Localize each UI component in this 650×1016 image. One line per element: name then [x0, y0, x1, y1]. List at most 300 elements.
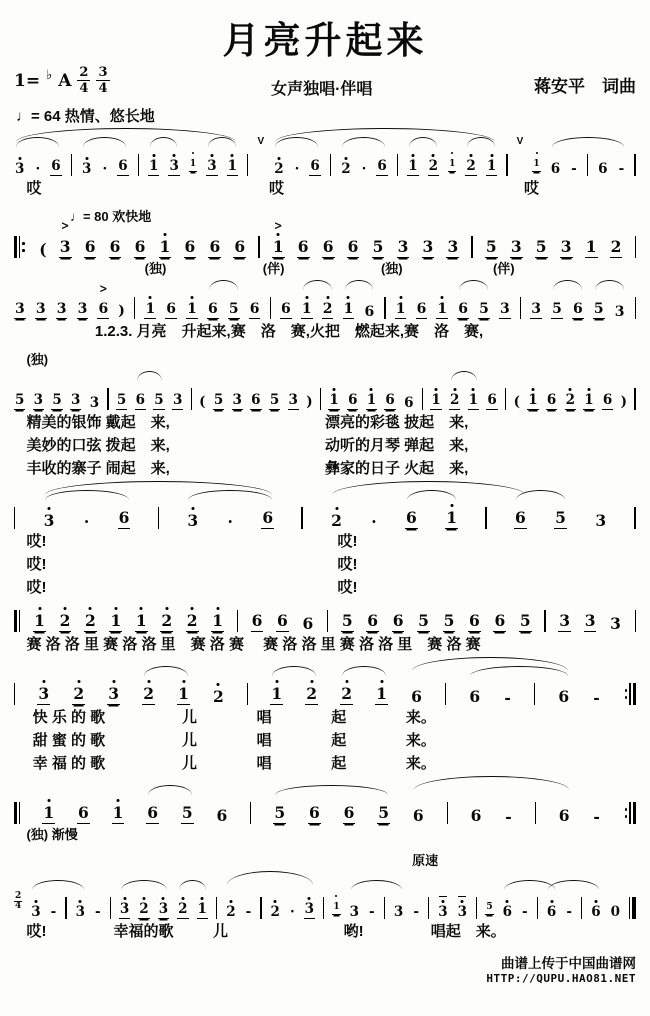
note: 0: [610, 903, 621, 920]
note: 6: [77, 805, 90, 825]
note: 5: [535, 239, 548, 259]
note: 6: [308, 805, 321, 825]
lyric-text: 幸福的歌: [113, 923, 174, 940]
lyric-text: 唱: [256, 709, 272, 726]
note: 6: [546, 394, 557, 411]
annotation: (伴): [262, 261, 285, 276]
duration-dash: -: [618, 160, 625, 177]
note: 1: [583, 394, 594, 411]
duration-dash: -: [522, 903, 528, 920]
barline: [247, 683, 248, 705]
note: 3: [158, 903, 169, 920]
barline: [14, 507, 15, 529]
barline: [110, 897, 111, 919]
octave-dot-above: [451, 152, 453, 154]
octave-dot-above: [79, 900, 82, 903]
slur-arc: [516, 490, 565, 500]
annotation-row: [14, 850, 636, 869]
note: 1: [33, 613, 46, 633]
note: 2: [225, 906, 236, 920]
note: 3: [584, 613, 597, 633]
octave-dot-above: [432, 154, 435, 157]
note: 6: [514, 510, 527, 530]
lyric-text: 儿: [181, 709, 197, 726]
duration-dash: -: [566, 903, 572, 920]
note: 2: [138, 903, 149, 920]
note: 2: [177, 903, 188, 920]
note: 3: [560, 239, 573, 259]
lyric-text: 丰收的寨子 闹起 来,: [26, 460, 170, 477]
note: 6: [50, 160, 61, 177]
octave-dot-above: [47, 799, 50, 802]
octave-dot-above: [147, 680, 150, 683]
annotation: (独): [26, 352, 49, 367]
lyric-text: 哎!: [26, 923, 47, 940]
note: 3: [172, 394, 183, 411]
lyric-text: 儿: [181, 755, 197, 772]
barline: [471, 236, 472, 258]
octave-dot-above: [310, 680, 313, 683]
octave-dot-above: [114, 607, 117, 610]
octave-dot-above: [140, 607, 143, 610]
note: 1: [486, 160, 497, 177]
lyric-text: 哎!: [26, 556, 47, 573]
note: 5: [593, 301, 604, 317]
note: 6: [572, 301, 583, 317]
accent-mark: >: [274, 219, 283, 233]
barline: [635, 236, 636, 258]
note: 2: [465, 160, 476, 177]
note: 3: [206, 160, 217, 177]
heavy-begin-barline: [14, 802, 20, 824]
note: 6: [261, 510, 274, 530]
octave-dot-above: [569, 388, 572, 391]
note: 1: [135, 613, 148, 633]
barline: [544, 610, 545, 632]
note: 2: [273, 163, 284, 177]
note: 6: [216, 805, 228, 825]
lyric-text: 唱: [256, 732, 272, 749]
octave-dot-above: [162, 897, 165, 900]
octave-dot-above: [450, 504, 453, 507]
score-line-1: [14, 136, 636, 199]
note: 2: [449, 394, 460, 411]
augmentation-dot: ·: [289, 903, 295, 920]
barline: [384, 297, 385, 319]
augmentation-dot: ·: [35, 160, 41, 177]
note: 3: [37, 686, 50, 706]
barline: [537, 897, 538, 919]
lyric-text: 彝家的日子 火起 来,: [325, 460, 469, 477]
grace-note: 1: [532, 156, 540, 173]
accent-mark: >: [99, 282, 108, 296]
lyric-text: 赛 洛 洛 里 赛 洛 洛 里 赛 洛 赛 赛 洛 洛 里 赛 洛 洛 里 赛 洛 赛: [26, 636, 481, 653]
lyric-text-row: [14, 456, 636, 479]
meter-3-4: $\frac{3}{4}$: [98, 65, 108, 96]
note: 2: [270, 906, 281, 920]
note: 1: [430, 394, 441, 411]
note: 6: [502, 906, 513, 920]
octave-dot-above: [344, 157, 347, 160]
page-title: 月亮升起来: [222, 20, 428, 61]
annotation-row: [14, 349, 636, 368]
lyric-text-row: [14, 319, 636, 342]
grace-note: 1: [189, 156, 197, 173]
octave-dot-above: [411, 154, 414, 157]
note: 6: [412, 805, 424, 825]
slur-arc: [275, 128, 495, 142]
score-line-3: [14, 282, 636, 342]
barline: [534, 683, 535, 705]
lyric-text-row: [14, 529, 636, 552]
octave-dot-above: [34, 900, 37, 903]
barline: [330, 154, 331, 176]
slur-arc: [148, 785, 192, 795]
barline: [107, 388, 108, 410]
note: 6: [458, 301, 469, 317]
note: 6: [493, 613, 506, 633]
octave-dot-above: [587, 388, 590, 391]
final-barline: [629, 897, 635, 919]
octave-dot-above: [550, 900, 553, 903]
octave-dot-above: [182, 680, 185, 683]
note: 5: [552, 301, 562, 317]
slur-arc: [414, 776, 569, 790]
score-line-9: [14, 850, 636, 942]
note: 6: [416, 301, 427, 317]
header: [14, 10, 636, 126]
note: 6: [251, 613, 264, 633]
barline: [237, 610, 238, 632]
lyric-text: 精美的银饰 戴起 来,: [26, 414, 170, 431]
source-url: HTTP://QUPU.HAO81.NET: [486, 972, 636, 985]
note: 1: [159, 239, 172, 259]
repeat-dots: [625, 808, 628, 817]
source-site-label: 曲谱上传于中国曲谱网: [501, 956, 636, 971]
note: 3: [349, 903, 360, 920]
tempo-marking: ♩= 64 热情、悠长地: [16, 108, 155, 125]
slur-arc: [32, 880, 84, 890]
slur-arc: [595, 280, 624, 290]
lyric-text-row: [14, 728, 636, 751]
lyric-text-row: [14, 919, 636, 942]
slur-arc: [227, 871, 313, 885]
note: 5: [228, 301, 239, 317]
time-signature-change: 2 4: [15, 891, 22, 911]
note: 5: [341, 613, 354, 633]
barline: [397, 154, 398, 176]
octave-dot-above: [123, 897, 126, 900]
note: 6: [558, 686, 570, 706]
note: 3: [304, 903, 315, 920]
barline: [634, 388, 635, 410]
subtitle: 女声独唱·伴唱: [271, 81, 373, 98]
note: 1: [186, 302, 198, 319]
octave-dot-above: [277, 157, 280, 160]
note: 5: [377, 805, 390, 825]
measure-row: [14, 678, 636, 705]
breath-mark-icon: V: [516, 136, 524, 147]
note: 5: [485, 239, 498, 259]
measure-row: [14, 383, 636, 410]
parenthesis: (: [39, 239, 47, 259]
heavy-begin-barline: [14, 610, 20, 632]
lyric-text: 唱: [256, 755, 272, 772]
key-prefix: 1=: [14, 70, 41, 91]
note: 3: [397, 239, 410, 259]
measure-row: [14, 797, 636, 824]
barline: [384, 897, 385, 919]
note: 2: [84, 613, 97, 633]
augmentation-dot: ·: [294, 160, 300, 177]
note: 3: [119, 903, 130, 920]
annotation: (独) 渐慢: [26, 827, 78, 842]
slur-arc: [16, 128, 236, 142]
augmentation-dot: ·: [227, 511, 233, 531]
barline: [65, 897, 66, 919]
octave-dot-above: [143, 897, 146, 900]
note: 6: [276, 613, 289, 633]
repeat-dots: [625, 689, 628, 698]
note: 3: [558, 613, 571, 633]
note: 6: [117, 160, 128, 177]
slur-arc: [552, 137, 624, 147]
lyric-text: 哎: [26, 180, 42, 197]
note: 5: [213, 394, 224, 411]
lyric-text: 哎!: [26, 533, 47, 550]
note: 6: [468, 613, 481, 633]
note: 3: [77, 301, 88, 317]
slur-arc: [342, 666, 386, 676]
octave-dot-above: [399, 296, 402, 299]
lyric-text: 漂亮的彩毯 披起 来,: [325, 414, 469, 431]
note: 2: [565, 394, 576, 411]
octave-dot-above: [191, 607, 194, 610]
score: [14, 136, 636, 942]
barline: [476, 897, 477, 919]
octave-dot-above: [181, 897, 184, 900]
lyric-text: 唱起 来。: [430, 923, 506, 940]
note: 5: [269, 394, 280, 411]
score-line-5: [14, 502, 636, 598]
note: 3: [437, 906, 448, 920]
duration-dash: -: [505, 806, 512, 826]
note: 3: [446, 239, 459, 259]
note: 6: [309, 160, 320, 177]
note: 3: [56, 301, 67, 317]
octave-dot-above: [308, 897, 311, 900]
barline: [447, 802, 448, 824]
barline: [422, 388, 423, 410]
note: 5: [51, 394, 62, 411]
note: 1: [177, 686, 190, 706]
barline: [258, 236, 259, 258]
octave-dot-above: [201, 897, 204, 900]
slur-arc: [209, 280, 238, 290]
slur-arc: [332, 481, 525, 495]
note: 6: [469, 686, 481, 706]
barline: [134, 297, 135, 319]
score-line-2: [14, 206, 636, 277]
note: 1: [343, 302, 355, 319]
note: 3: [33, 394, 44, 411]
duration-dash: -: [571, 160, 577, 177]
duration-dash: -: [593, 687, 600, 707]
slur-arc: [548, 880, 599, 890]
lyric-text: 动听的月琴 弹起 来,: [325, 437, 469, 454]
octave-dot-above: [89, 607, 92, 610]
octave-dot-above: [85, 157, 88, 160]
note: 3: [70, 394, 81, 411]
note: 6: [364, 304, 375, 320]
composer-credit: 蒋安平 词曲: [533, 77, 636, 96]
note: 2: [160, 613, 173, 633]
lyric-text: 美妙的口弦 拨起 来,: [26, 437, 170, 454]
parenthesis: ): [306, 394, 313, 411]
note: 6: [208, 239, 221, 259]
note: 3: [75, 906, 86, 920]
flat-accidental: ♭: [46, 68, 53, 83]
note: 2: [610, 239, 623, 259]
lyric-text: 哎!: [337, 533, 358, 550]
note: 6: [166, 301, 177, 317]
barline: [260, 897, 261, 919]
slur-arc: [553, 280, 582, 290]
slur-arc: [303, 280, 332, 290]
octave-dot-above: [18, 157, 21, 160]
parenthesis: ): [118, 302, 125, 319]
octave-dot-above: [275, 680, 278, 683]
note: 1: [366, 394, 377, 411]
augmentation-dot: ·: [371, 511, 377, 531]
note: 5: [417, 613, 430, 633]
lyric-text-row: [14, 632, 636, 655]
lyric-text: 甜 蜜 的 歌: [32, 732, 106, 749]
augmentation-dot: ·: [102, 160, 108, 177]
note: 5: [443, 613, 456, 633]
note: 1: [42, 805, 55, 825]
lyric-text: 哎!: [337, 579, 358, 596]
octave-dot-above: [217, 683, 220, 686]
note: 6: [184, 239, 197, 259]
note: 6: [134, 239, 147, 259]
note: 3: [186, 513, 199, 530]
octave-dot-above: [42, 680, 45, 683]
note: 5: [519, 613, 532, 633]
grace-note: 5: [485, 899, 493, 916]
octave-dot-above: [435, 388, 438, 391]
note: 5: [116, 394, 127, 411]
octave-dot-above: [536, 152, 538, 154]
barline: [138, 154, 139, 176]
octave-dot-above: [38, 607, 41, 610]
measure-row: [14, 282, 636, 320]
lyric-text: 1.2.3. 月亮 升起来,赛 洛 赛,火把 燃起来,赛 洛 赛,: [94, 323, 484, 340]
note: 1: [527, 394, 538, 411]
note: 5: [153, 394, 164, 411]
octave-dot-above: [149, 296, 152, 299]
lyric-text: 起: [331, 732, 347, 749]
note: 1: [468, 394, 479, 411]
score-line-8: [14, 797, 636, 843]
note: 6: [297, 239, 310, 259]
barline: [428, 897, 429, 919]
note: 3: [232, 394, 243, 411]
note: 3: [107, 686, 120, 706]
slur-arc: [345, 280, 373, 290]
note: 6: [602, 394, 613, 411]
grace-note: 1: [448, 156, 456, 173]
octave-dot-above: [152, 154, 155, 157]
barline: [327, 610, 328, 632]
note: 6: [302, 613, 314, 633]
note: 1: [148, 160, 159, 177]
barline: [535, 802, 536, 824]
barline: [485, 507, 486, 529]
lyric-text-row: [14, 176, 636, 199]
octave-dot-above: [112, 680, 115, 683]
note: 2: [428, 160, 439, 177]
note: 6: [343, 805, 356, 825]
barline: [158, 507, 159, 529]
annotation-row: [14, 258, 636, 277]
barline: [247, 154, 248, 176]
slur-arc: [451, 371, 477, 381]
note: 3: [35, 301, 46, 317]
octave-dot-above: [192, 152, 194, 154]
note: 3: [595, 510, 607, 530]
barline: [635, 297, 636, 319]
header-meta-row: [14, 66, 636, 99]
octave-dot-above: [210, 154, 213, 157]
note: 1 >: [272, 239, 285, 259]
lyric-text: 快 乐 的 歌: [32, 709, 106, 726]
note: 2: [305, 686, 318, 706]
octave-dot-above: [326, 296, 329, 299]
note: 1: [227, 160, 238, 177]
annotation: 原速: [412, 853, 439, 868]
lyric-text: 哎!: [337, 556, 358, 573]
note: 2: [142, 686, 155, 706]
note: 3: [614, 304, 625, 320]
key-tonic: A: [58, 70, 72, 91]
augmentation-dot: ·: [361, 160, 367, 177]
accent-mark: >: [60, 219, 70, 233]
note: 3: [500, 301, 510, 317]
note: 6: [347, 239, 360, 259]
note: 6: [405, 510, 418, 530]
lyric-text-row: [14, 410, 636, 433]
note: 6: [590, 906, 601, 920]
octave-dot-above: [345, 680, 348, 683]
octave-dot-above: [63, 607, 66, 610]
note: 6: [322, 239, 335, 259]
note: 1: [197, 903, 208, 920]
note: 3 >: [59, 239, 72, 259]
duration-dash: -: [50, 903, 57, 920]
barline: [71, 154, 72, 176]
note: 6: [411, 686, 422, 706]
note: 1: [144, 302, 156, 319]
octave-dot-above: [77, 680, 80, 683]
octave-dot-above: [216, 607, 219, 610]
octave-dot-above: [173, 154, 176, 157]
duration-dash: -: [593, 806, 600, 826]
octave-dot-above: [333, 388, 336, 391]
octave-dot-above: [531, 388, 534, 391]
note: 3: [14, 163, 25, 177]
note: 6 >: [98, 282, 109, 317]
